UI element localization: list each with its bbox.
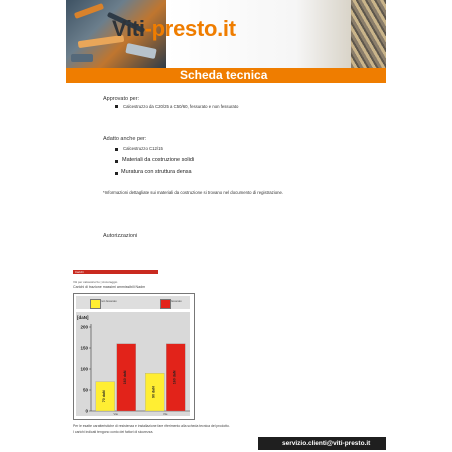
y-tick-label: 50 — [82, 387, 88, 393]
registration-note: *Informazioni dettagliate sui materiali da costruzione si trovano nel documento di registrazione. — [103, 190, 284, 195]
y-tick-label: 150 — [80, 345, 88, 351]
y-tick-label: 100 — [80, 366, 88, 372]
approvals-heading: Approvato per: — [103, 96, 140, 102]
bullet-icon — [115, 172, 118, 175]
legend-label: non fessurato — [101, 300, 117, 303]
legend-label: fessurato — [171, 300, 182, 303]
section-title: Carichi di trazione massimi ammissibili Nadm — [73, 285, 146, 289]
bar-value-label: 160 daN — [172, 370, 177, 385]
suitable-heading: Adatto anche per: — [103, 136, 147, 142]
disclaimer-line-2: I carichi indicati tengono conto dei fattori di sicurezza. — [73, 430, 154, 434]
contact-email[interactable]: servizio.clienti@viti-presto.it — [282, 440, 371, 447]
x-tick-label: Vite — [113, 413, 118, 416]
load-chart — [73, 293, 195, 420]
approval-item: Calcestruzzo da C20/25 a C50/60, fessurato e non fessurato — [123, 104, 239, 109]
brand-logo[interactable]: Viti-presto.it — [112, 16, 236, 41]
screws-photo — [351, 0, 386, 68]
bar-value-label: 70 daN — [102, 390, 107, 403]
bullet-icon — [115, 105, 118, 108]
suitable-item: Calcestruzzo C12/15 — [123, 146, 163, 151]
suitable-item: Materiali da costruzione solidi — [122, 157, 195, 163]
authorizations-heading: Autorizzazioni — [103, 233, 138, 239]
disclaimer-line-1: Per le esatte caratteristiche di resistenza e installazione fare riferimento alla scheda tecnica del prodotto. — [73, 424, 230, 428]
bullet-icon — [115, 148, 118, 151]
section-tag — [73, 270, 158, 274]
bar-value-label: 160 daN — [123, 370, 128, 385]
section-subtitle: Viti per calcestruzzo | Ancoraggio — [73, 280, 118, 284]
x-tick-label: Vite — [163, 413, 168, 416]
y-axis-title: [daN] — [77, 315, 89, 320]
section-tag-label: Carichi — [75, 270, 84, 274]
bullet-icon — [115, 160, 118, 163]
bar-value-label: 90 daN — [151, 386, 156, 398]
page-title: Scheda tecnica — [180, 68, 268, 82]
y-tick-label: 200 — [80, 324, 88, 330]
chart-svg — [74, 294, 194, 419]
suitable-item: Muratura con struttura densa — [121, 169, 192, 175]
y-tick-label: 0 — [85, 408, 88, 414]
